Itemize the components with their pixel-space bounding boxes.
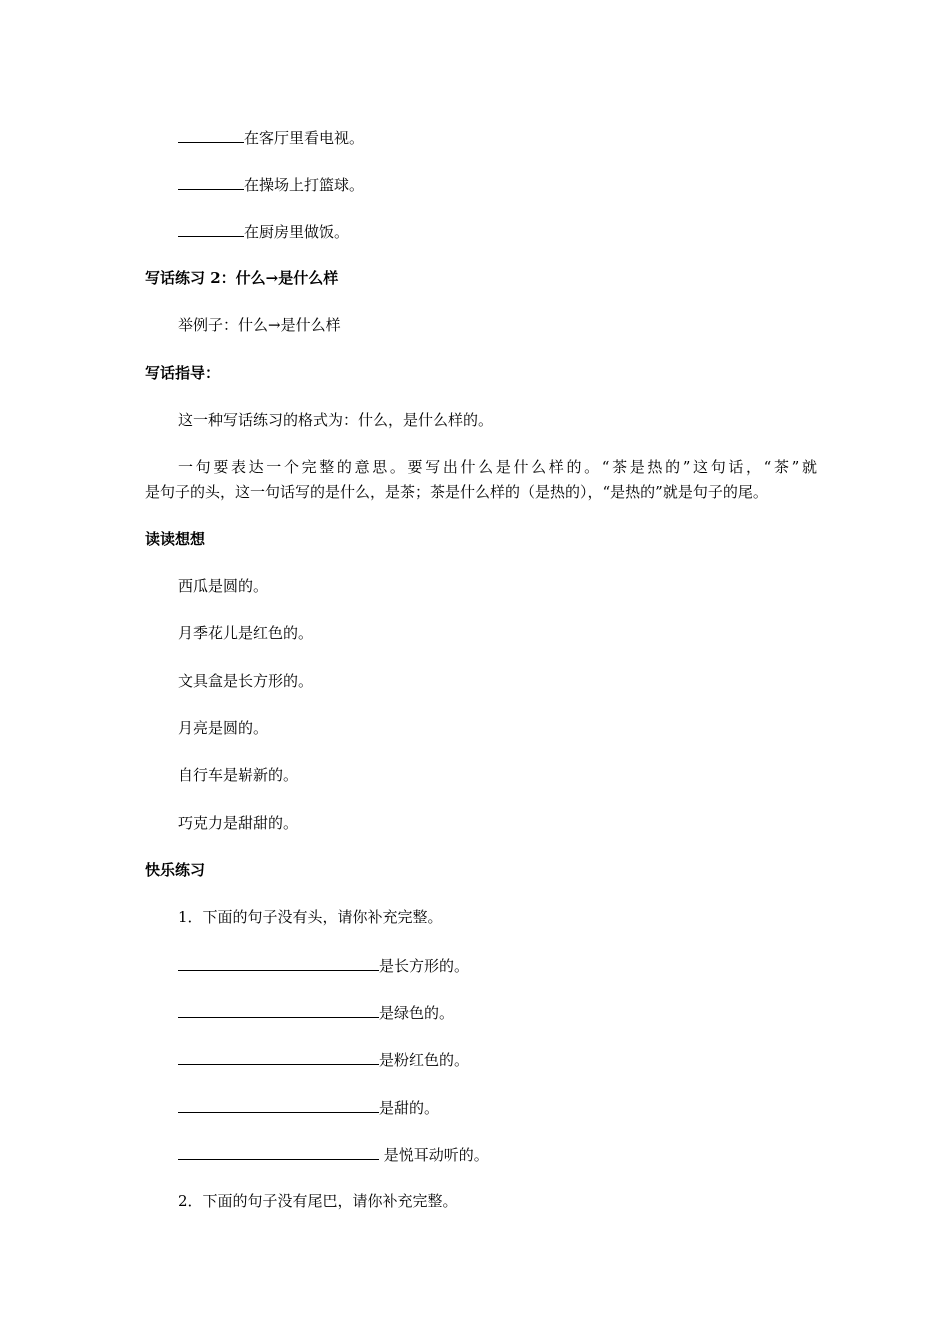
answer-blank[interactable] bbox=[178, 1050, 379, 1065]
paragraph-line: 是句子的头，这一句话写的是什么，是茶；茶是什么样的（是热的），“是热的”就是句子的尾。 bbox=[145, 483, 768, 501]
example-line: 举例子：什么→是什么样 bbox=[178, 316, 341, 334]
section-heading: 写话指导： bbox=[145, 364, 221, 382]
fill-line bbox=[178, 1098, 439, 1117]
sentence-text: 是长方形的。 bbox=[379, 957, 470, 975]
fill-line bbox=[178, 1050, 469, 1069]
sentence-text: 是粉红色的。 bbox=[379, 1051, 470, 1069]
fill-line bbox=[178, 956, 469, 975]
section-heading: 快乐练习 bbox=[145, 861, 206, 879]
answer-blank[interactable] bbox=[178, 956, 379, 971]
answer-blank[interactable] bbox=[178, 222, 244, 237]
question-2: 2．下面的句子没有尾巴，请你补充完整。 bbox=[178, 1192, 458, 1210]
answer-blank[interactable] bbox=[178, 1145, 379, 1160]
example-sentence: 月亮是圆的。 bbox=[178, 719, 269, 737]
example-sentence: 月季花儿是红色的。 bbox=[178, 624, 314, 642]
example-sentence: 自行车是崭新的。 bbox=[178, 766, 299, 784]
sentence-text: 是甜的。 bbox=[379, 1099, 440, 1117]
fill-line-1 bbox=[178, 128, 364, 147]
answer-blank[interactable] bbox=[178, 175, 244, 190]
fill-line bbox=[178, 1003, 454, 1022]
example-sentence: 文具盒是长方形的。 bbox=[178, 672, 314, 690]
fill-line-3 bbox=[178, 222, 349, 241]
example-sentence: 巧克力是甜甜的。 bbox=[178, 814, 299, 832]
question-1: 1．下面的句子没有头，请你补充完整。 bbox=[178, 908, 443, 926]
fill-line bbox=[178, 1145, 489, 1164]
sentence-text: 在厨房里做饭。 bbox=[244, 223, 350, 241]
fill-line-2 bbox=[178, 175, 364, 194]
sentence-text: 在客厅里看电视。 bbox=[244, 129, 365, 147]
answer-blank[interactable] bbox=[178, 1098, 379, 1113]
answer-blank[interactable] bbox=[178, 128, 244, 143]
sentence-text: 在操场上打篮球。 bbox=[244, 176, 365, 194]
example-sentence: 西瓜是圆的。 bbox=[178, 577, 269, 595]
sentence-text: 是绿色的。 bbox=[379, 1004, 455, 1022]
sentence-text: 是悦耳动听的。 bbox=[379, 1146, 489, 1164]
section-heading: 读读想想 bbox=[145, 530, 206, 548]
section-heading: 写话练习 2：什么→是什么样 bbox=[145, 269, 339, 287]
guide-paragraph bbox=[145, 455, 817, 505]
paragraph-line: 一句要表达一个完整的意思。要写出什么是什么样的。“茶是热的”这句话，“茶”就 bbox=[178, 458, 817, 476]
answer-blank[interactable] bbox=[178, 1003, 379, 1018]
format-line: 这一种写话练习的格式为：什么，是什么样的。 bbox=[178, 411, 494, 429]
